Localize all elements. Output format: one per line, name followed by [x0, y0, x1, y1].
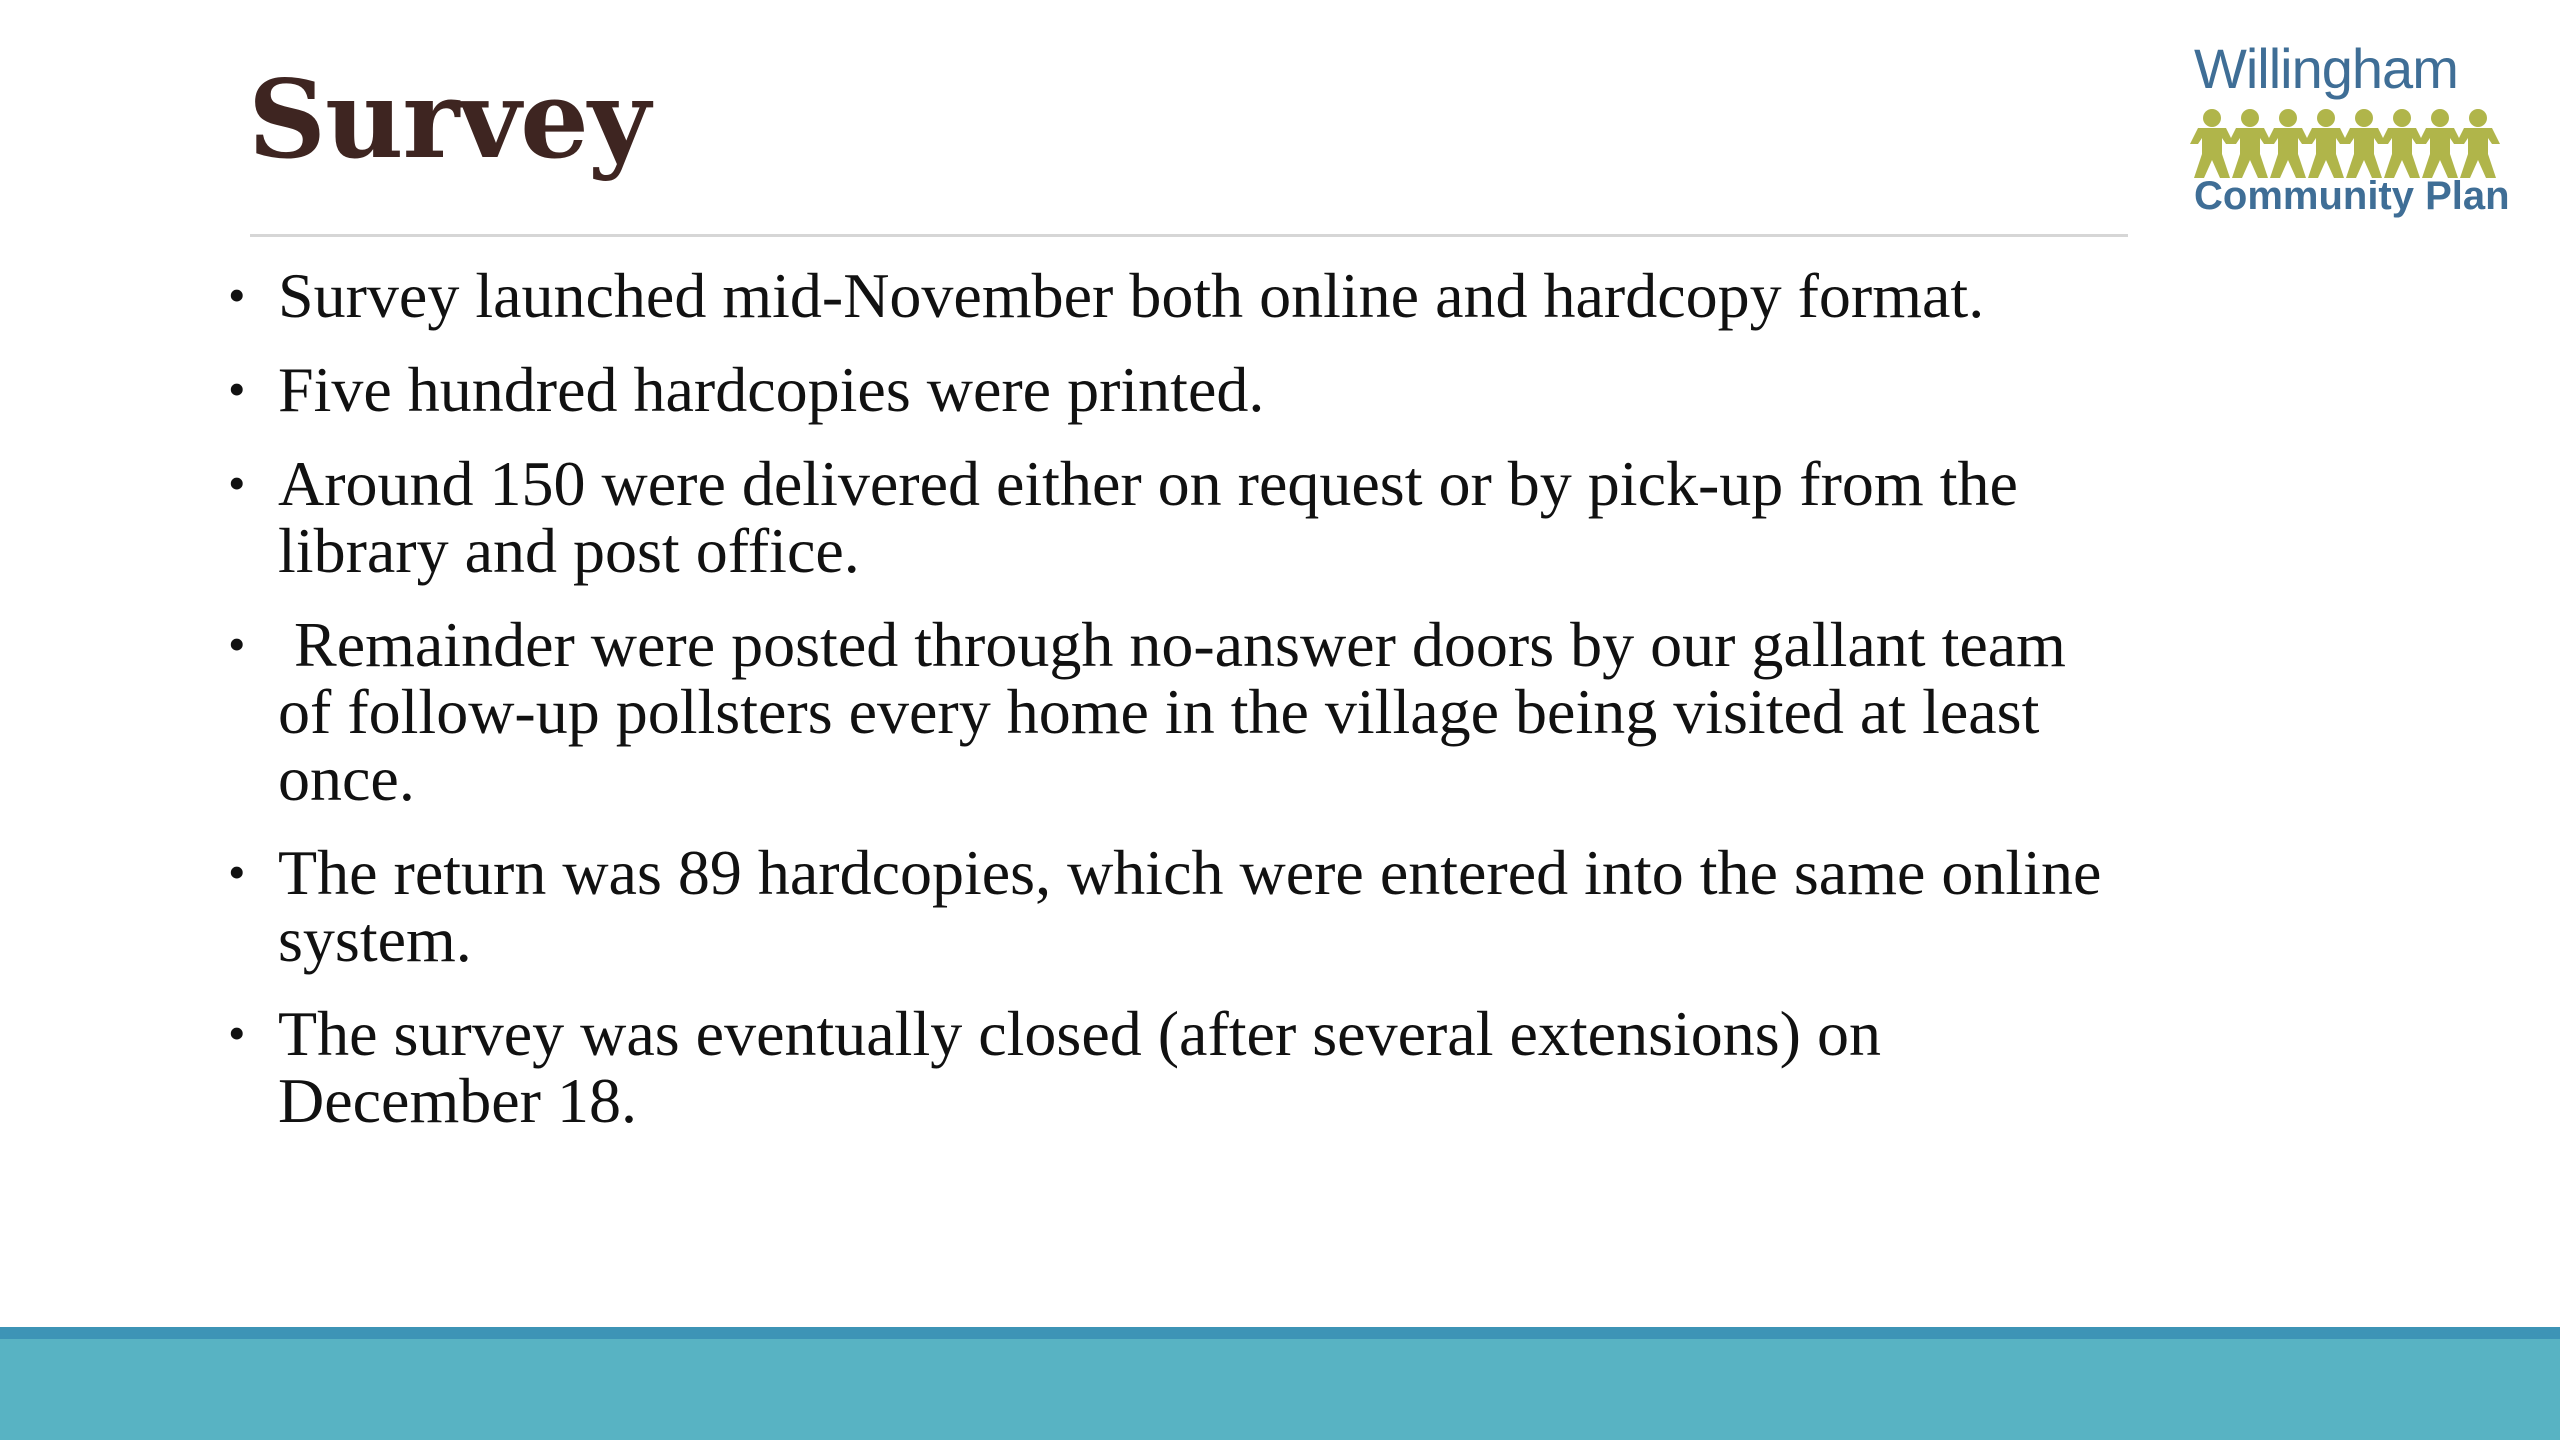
people-chain-icon: [2190, 108, 2500, 180]
bullet-icon: •: [228, 455, 246, 511]
bullet-text: Survey launched mid-November both online and hardcopy format.: [278, 260, 1985, 331]
willingham-logo: [2186, 36, 2510, 226]
bullet-item: [228, 450, 2128, 584]
bullet-text: Five hundred hardcopies were printed.: [278, 354, 1265, 425]
bullet-icon: •: [228, 1005, 246, 1061]
bullet-item: [228, 262, 2128, 329]
bullet-item: [228, 1000, 2128, 1134]
footer-accent-line: [0, 1327, 2560, 1339]
bullet-text: Remainder were posted through no-answer doors by our gallant team of follow-up pollsters every home in the village being visited at least once.: [278, 609, 2082, 814]
bullet-icon: •: [228, 844, 246, 900]
title-divider: [250, 234, 2128, 237]
bullet-icon: •: [228, 616, 246, 672]
bullet-icon: •: [228, 267, 246, 323]
footer-band: [0, 1339, 2560, 1440]
logo-text-community-plan: Community Plan: [2194, 174, 2510, 218]
bullet-list: [228, 262, 2128, 1161]
logo-text-willingham: Willingham: [2194, 37, 2458, 100]
bullet-item: [228, 611, 2128, 812]
bullet-item: [228, 839, 2128, 973]
bullet-text: The survey was eventually closed (after several extensions) on December 18.: [278, 998, 1881, 1136]
bullet-text: The return was 89 hardcopies, which were entered into the same online system.: [278, 837, 2102, 975]
bullet-icon: •: [228, 361, 246, 417]
slide-title: Survey: [248, 57, 650, 183]
bullet-item: [228, 356, 2128, 423]
bullet-text: Around 150 were delivered either on request or by pick-up from the library and post office.: [278, 448, 2018, 586]
